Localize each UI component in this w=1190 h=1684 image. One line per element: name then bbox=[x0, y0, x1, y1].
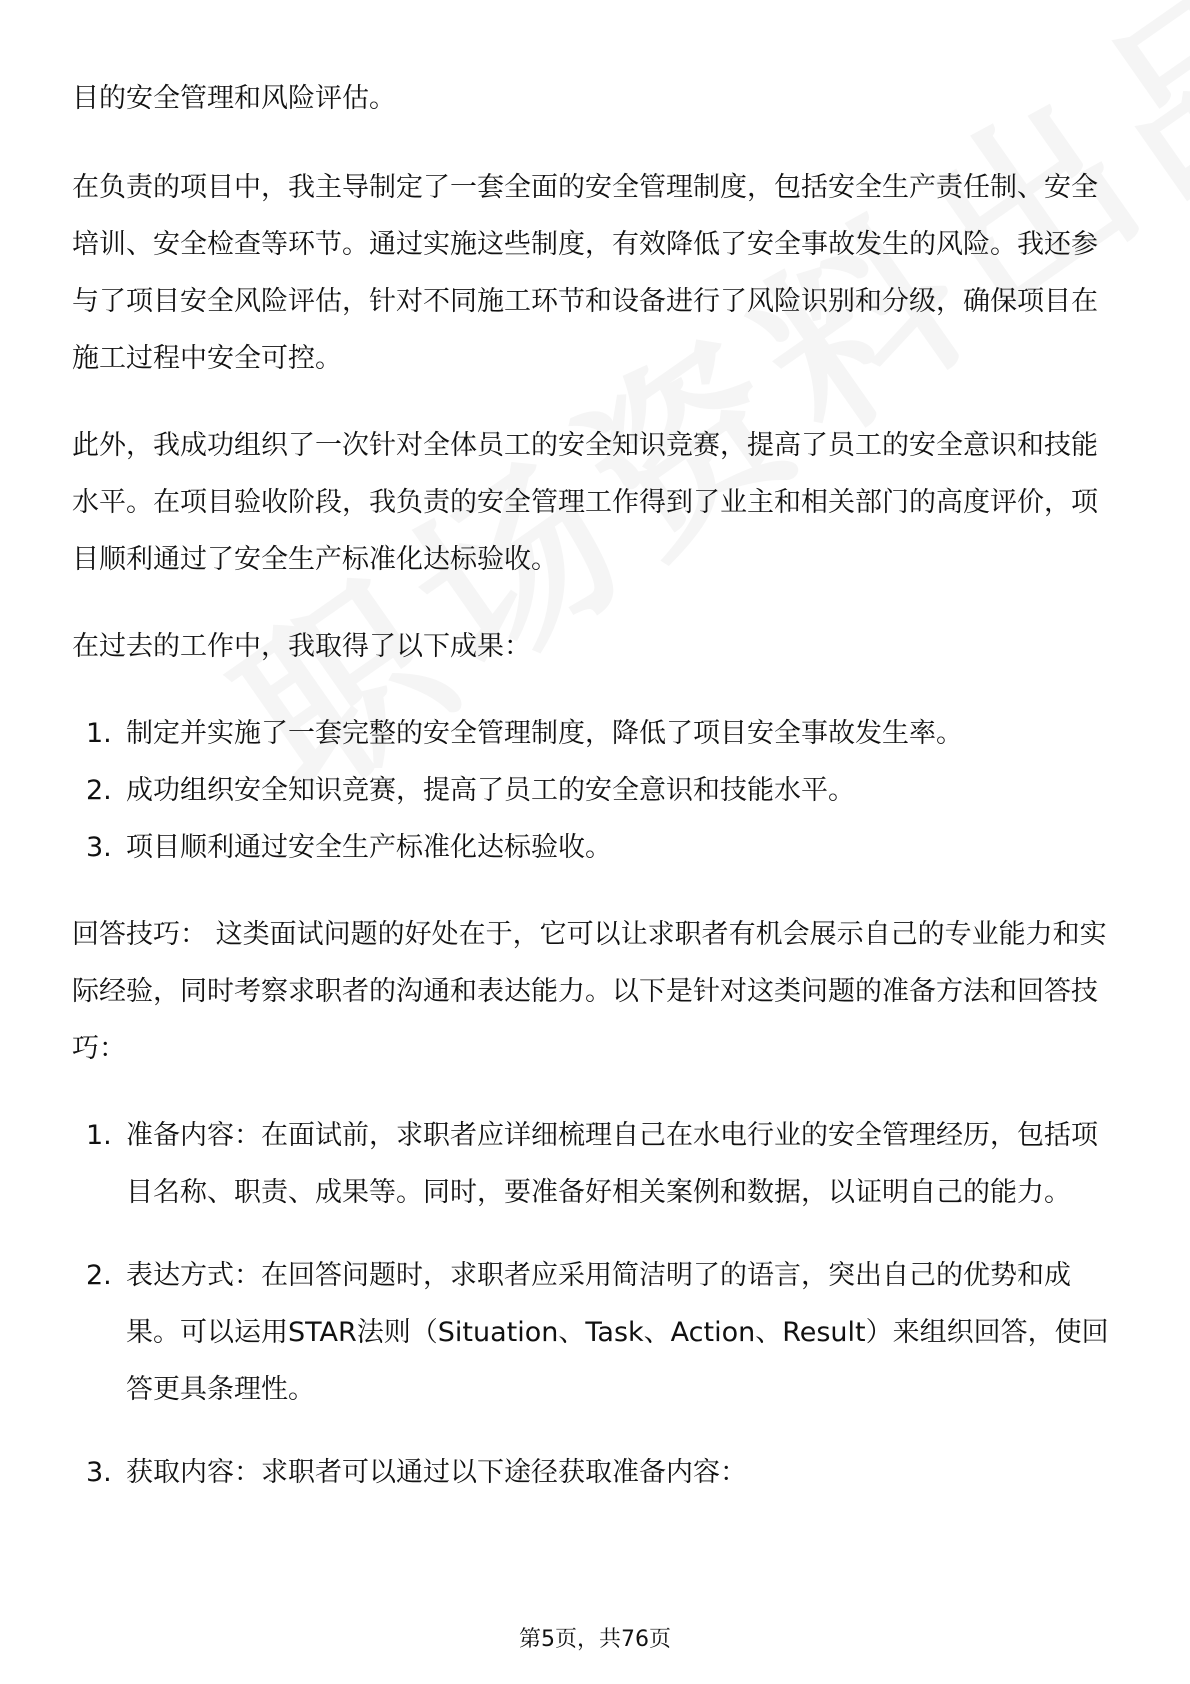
list-item bbox=[72, 819, 1122, 876]
paragraph-intro-tail: 目的安全管理和风险评估。 bbox=[72, 83, 396, 114]
list-item bbox=[72, 705, 1122, 762]
list-item bbox=[72, 762, 1122, 819]
list-item bbox=[72, 1247, 1122, 1418]
document-body bbox=[72, 70, 1122, 1531]
paragraph-additional: 此外，我成功组织了一次针对全体员工的安全知识竞赛，提高了员工的安全意识和技能水平。在项目验收阶段，我负责的安全管理工作得到了业主和相关部门的高度评价，项目顺利通过了安全生产标准化达标验收。 bbox=[72, 430, 1098, 575]
list-text: 表达方式：在回答问题时，求职者应采用简洁明了的语言，突出自己的优势和成果。可以运用STAR法则（Situation、Task、Action、Result）来组织回答，使回答更具条理性。 bbox=[126, 1260, 1109, 1405]
tips-list bbox=[72, 1107, 1122, 1501]
list-number: 3. bbox=[86, 1457, 112, 1488]
list-number: 1. bbox=[86, 718, 112, 749]
list-number: 2. bbox=[86, 1260, 112, 1291]
paragraph-achievements-intro: 在过去的工作中，我取得了以下成果： bbox=[72, 631, 531, 662]
list-number: 1. bbox=[86, 1120, 112, 1151]
page-footer: 第5页，共76页 bbox=[519, 1627, 671, 1652]
list-text: 准备内容：在面试前，求职者应详细梳理自己在水电行业的安全管理经历，包括项目名称、职责、成果等。同时，要准备好相关案例和数据，以证明自己的能力。 bbox=[126, 1120, 1098, 1208]
list-item bbox=[72, 1444, 1122, 1501]
list-number: 2. bbox=[86, 775, 112, 806]
paragraph-answer-tips: 回答技巧： 这类面试问题的好处在于，它可以让求职者有机会展示自己的专业能力和实际经验，同时考察求职者的沟通和表达能力。以下是针对这类问题的准备方法和回答技巧： bbox=[72, 919, 1107, 1064]
list-text: 成功组织安全知识竞赛，提高了员工的安全意识和技能水平。 bbox=[126, 775, 855, 806]
list-text: 制定并实施了一套完整的安全管理制度，降低了项目安全事故发生率。 bbox=[126, 718, 963, 749]
list-text: 项目顺利通过安全生产标准化达标验收。 bbox=[126, 832, 612, 863]
list-item bbox=[72, 1107, 1122, 1221]
paragraph-project-responsibility: 在负责的项目中，我主导制定了一套全面的安全管理制度，包括安全生产责任制、安全培训、安全检查等环节。通过实施这些制度，有效降低了安全事故发生的风险。我还参与了项目安全风险评估，针对不同施工环节和设备进行了风险识别和分级，确保项目在施工过程中安全可控。 bbox=[72, 172, 1098, 374]
list-number: 3. bbox=[86, 832, 112, 863]
achievements-list bbox=[72, 705, 1122, 876]
list-text: 获取内容：求职者可以通过以下途径获取准备内容： bbox=[126, 1457, 747, 1488]
